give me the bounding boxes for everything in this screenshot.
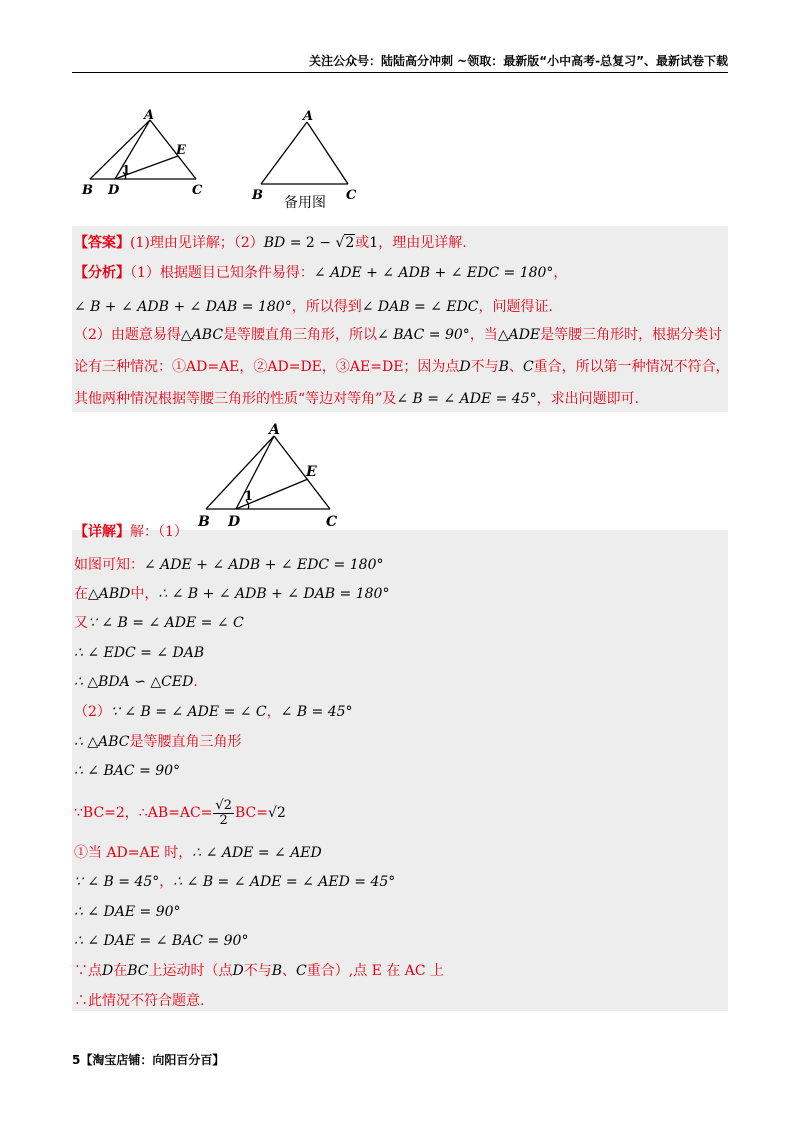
header-rule bbox=[72, 72, 728, 73]
fig1-label-e: E bbox=[176, 143, 186, 158]
fig3-label-a: A bbox=[269, 422, 280, 438]
analysis-line-3: （2）由题意易得△ABC是等腰直角三角形，所以∠ BAC = 90°，当△ADE是等腰三角形时，根据分类讨 bbox=[74, 327, 723, 343]
detail-line-15: ∴此情况不符合题意. bbox=[74, 993, 205, 1009]
fig1-label-1: 1 bbox=[122, 163, 131, 177]
fig3-label-d: D bbox=[228, 514, 241, 530]
detail-line-10: ①当 AD=AE 时，∴ ∠ ADE = ∠ AED bbox=[74, 845, 322, 861]
fig3-label-1: 1 bbox=[244, 489, 254, 504]
page-footer: 5【淘宝店铺：向阳百分百】 bbox=[72, 1053, 225, 1067]
answer-analysis-block bbox=[72, 226, 728, 412]
detail-line-4: ∴ ∠ EDC = ∠ DAB bbox=[74, 645, 205, 661]
fig2-label-b: B bbox=[252, 188, 263, 203]
analysis-line-4: 论有三种情况：①AD=AE，②AD=DE，③AE=DE；因为点D不与B、C重合，所以第一种情况不符合， bbox=[74, 359, 730, 375]
analysis-line-5: 其他两种情况根据等腰三角形的性质“等边对等角”及∠ B = ∠ ADE = 45°，求出问题即可. bbox=[74, 391, 640, 407]
detail-line-6: （2）∵ ∠ B = ∠ ADE = ∠ C，∠ B = 45° bbox=[74, 704, 353, 720]
fig1-label-a: A bbox=[144, 108, 155, 123]
detail-line-0: 【详解】解：（1） bbox=[74, 524, 188, 540]
detail-line-11: ∵ ∠ B = 45°，∴ ∠ B = ∠ ADE = ∠ AED = 45° bbox=[74, 874, 396, 890]
answer-line: 【答案】(1)理由见详解；（2）BD = 2 − √2或1，理由见详解. bbox=[74, 235, 467, 251]
analysis-line-2: ∠ B + ∠ ADB + ∠ DAB = 180°，所以得到∠ DAB = ∠ EDC，问题得证. bbox=[74, 299, 553, 315]
fig1-label-b: B bbox=[82, 183, 93, 198]
detail-line-13: ∴ ∠ DAE = ∠ BAC = 90° bbox=[74, 933, 249, 949]
detail-line-2: 在△ABD中，∴ ∠ B + ∠ ADB + ∠ DAB = 180° bbox=[74, 586, 390, 602]
detail-line-12: ∴ ∠ DAE = 90° bbox=[74, 904, 181, 920]
page-header: 关注公众号：陆陆高分冲刺 ~领取：最新版“小中高考-总复习”、最新试卷下载 bbox=[309, 54, 728, 68]
analysis-line-1: 【分析】（1）根据题目已知条件易得：∠ ADE + ∠ ADB + ∠ EDC = 180°， bbox=[74, 265, 568, 281]
fig2-label-c: C bbox=[346, 188, 357, 203]
fig3-label-c: C bbox=[326, 514, 338, 530]
detail-line-7: ∴ △ABC是等腰直角三角形 bbox=[74, 734, 242, 750]
detail-line-3: 又∵ ∠ B = ∠ ADE = ∠ C bbox=[74, 615, 244, 631]
figure-backup bbox=[244, 106, 374, 216]
detail-line-14: ∵点D在BC上运动时（点D不与B、C重合）,点 E 在 AC 上 bbox=[74, 963, 445, 979]
detail-line-1: 如图可知：∠ ADE + ∠ ADB + ∠ EDC = 180° bbox=[74, 557, 384, 573]
figure-detail bbox=[192, 416, 350, 530]
figure-triangle-ade bbox=[80, 106, 210, 206]
detail-line-8: ∴ ∠ BAC = 90° bbox=[74, 763, 181, 779]
fig2-caption: 备用图 bbox=[284, 195, 326, 211]
fig1-label-c: C bbox=[192, 183, 203, 198]
fig1-label-d: D bbox=[108, 183, 120, 198]
fig3-label-e: E bbox=[306, 464, 317, 480]
detail-line-9: ∵BC=2，∴AB=AC= $\frac{√2}{2}$ BC=√2 bbox=[74, 797, 286, 828]
fig3-label-b: B bbox=[198, 514, 210, 530]
detail-line-5: ∴ △BDA ∽ △CED. bbox=[74, 674, 198, 690]
fig2-label-a: A bbox=[303, 109, 314, 124]
